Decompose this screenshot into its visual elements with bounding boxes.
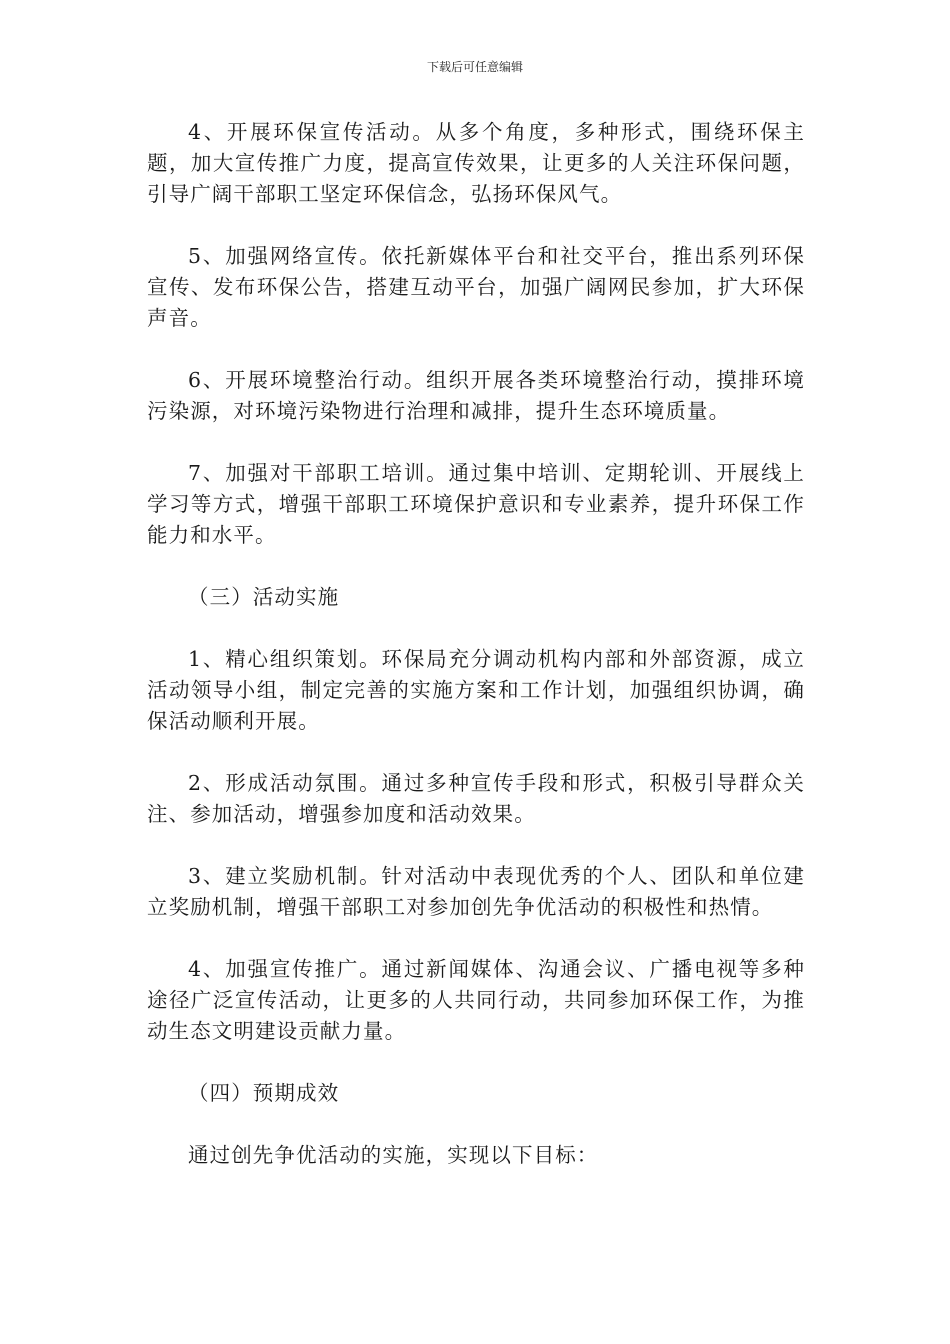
paragraph-goals-intro: 通过创先争优活动的实施，实现以下目标：	[188, 1143, 599, 1167]
paragraph-item-4-publicity: 4、开展环保宣传活动。从多个角度，多种形式，围绕环保主题，加大宣传推广力度，提高宣传效果，让更多的人关注环保问题，引导广阔干部职工坚定环保信念，弘扬环保风气。	[147, 120, 805, 206]
paragraph-item-5-online: 5、加强网络宣传。依托新媒体平台和社交平台，推出系列环保宣传、发布环保公告，搭建互动平台，加强广阔网民参加，扩大环保声音。	[147, 244, 805, 330]
section-heading-expected-results: （四）预期成效	[188, 1081, 340, 1105]
paragraph-impl-4-promotion: 4、加强宣传推广。通过新闻媒体、沟通会议、广播电视等多种途径广泛宣传活动，让更多的人共同行动，共同参加环保工作，为推动生态文明建设贡献力量。	[147, 957, 805, 1043]
paragraph-impl-3-rewards: 3、建立奖励机制。针对活动中表现优秀的个人、团队和单位建立奖励机制，增强干部职工对参加创先争优活动的积极性和热情。	[147, 864, 805, 919]
paragraph-item-6-remediation: 6、开展环境整治行动。组织开展各类环境整治行动，摸排环境污染源，对环境污染物进行治理和减排，提升生态环境质量。	[147, 368, 805, 423]
page-header: 下载后可任意编辑	[426, 60, 523, 74]
document-body	[147, 117, 805, 1202]
section-heading-implementation: （三）活动实施	[188, 585, 340, 609]
paragraph-impl-1-planning: 1、精心组织策划。环保局充分调动机构内部和外部资源，成立活动领导小组，制定完善的实施方案和工作计划，加强组织协调，确保活动顺利开展。	[147, 647, 805, 733]
paragraph-item-7-training: 7、加强对干部职工培训。通过集中培训、定期轮训、开展线上学习等方式，增强干部职工环境保护意识和专业素养，提升环保工作能力和水平。	[147, 461, 805, 547]
paragraph-impl-2-atmosphere: 2、形成活动氛围。通过多种宣传手段和形式，积极引导群众关注、参加活动，增强参加度和活动效果。	[147, 771, 805, 826]
